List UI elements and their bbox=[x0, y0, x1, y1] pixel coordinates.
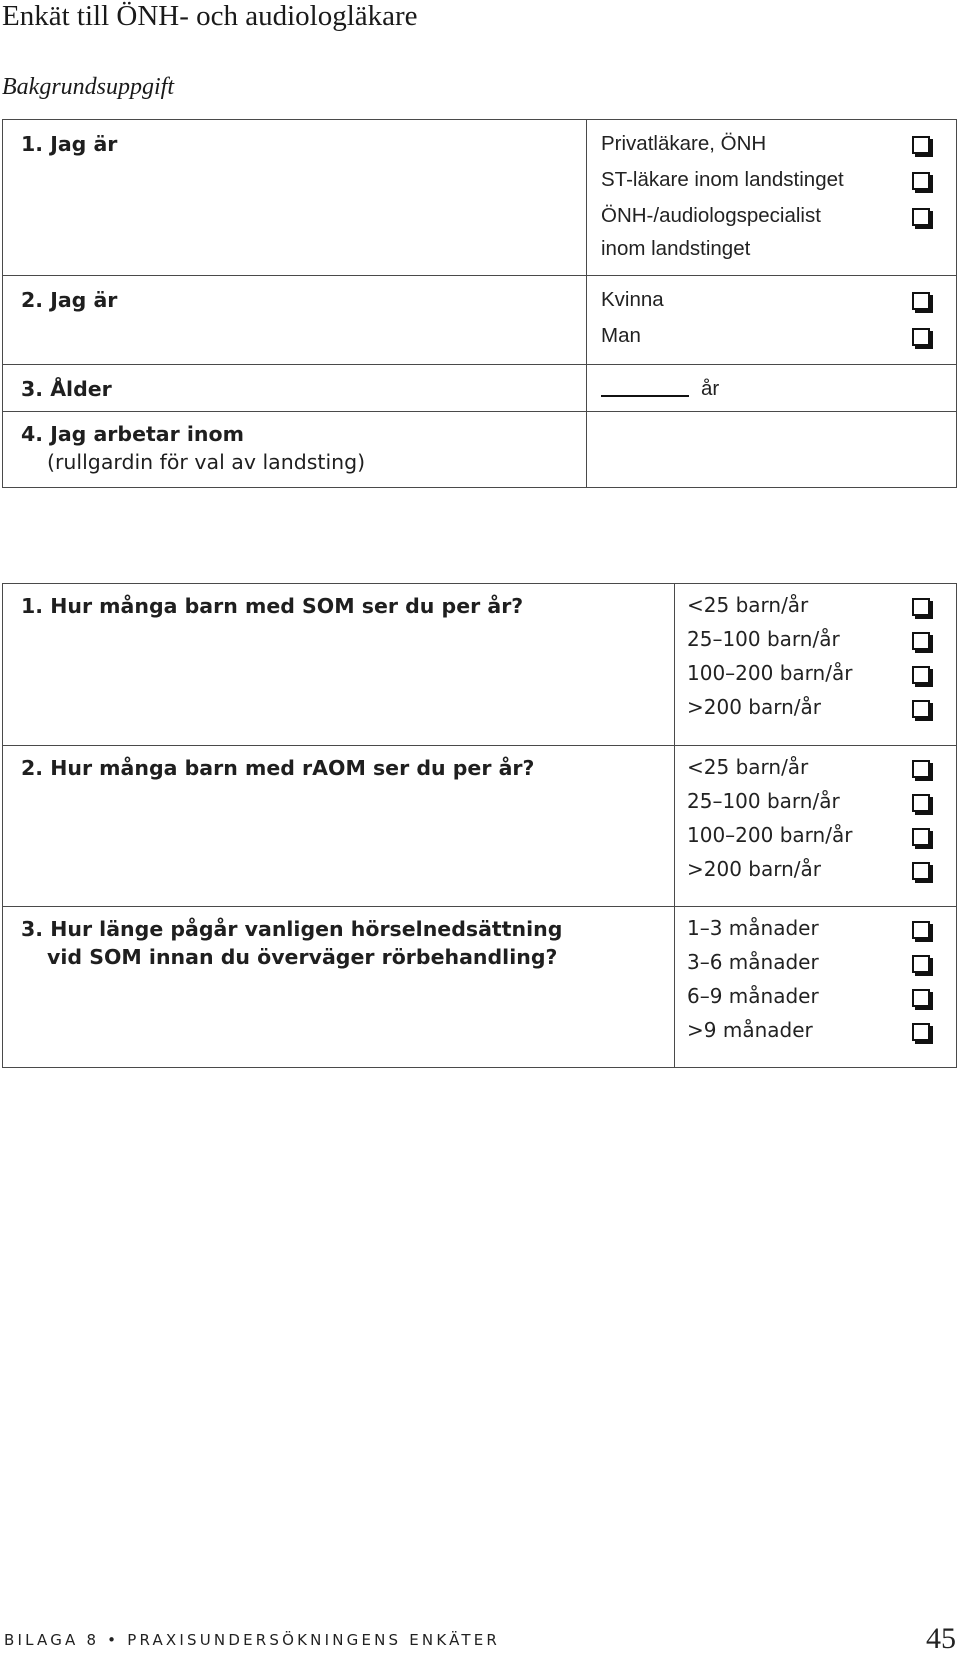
option-label: 25–100 barn/år bbox=[687, 627, 840, 651]
question-label-line1: 4. Jag arbetar inom bbox=[21, 422, 244, 446]
option-row[interactable] bbox=[601, 318, 930, 354]
option-row[interactable] bbox=[687, 852, 930, 886]
question-label: 1. Jag är bbox=[21, 132, 118, 156]
option-row[interactable] bbox=[601, 162, 930, 198]
checkbox[interactable] bbox=[912, 955, 930, 973]
option-label: >200 barn/år bbox=[687, 695, 822, 719]
question-label: 2. Jag är bbox=[21, 288, 118, 312]
option-row[interactable] bbox=[601, 126, 930, 162]
age-input-line[interactable] bbox=[601, 371, 689, 397]
option-label: <25 barn/år bbox=[687, 593, 809, 617]
age-unit: år bbox=[701, 377, 720, 400]
question-label: 3. Ålder bbox=[21, 377, 112, 401]
checkbox[interactable] bbox=[912, 292, 930, 310]
footer-text: BILAGA 8 • PRAXISUNDERSÖKNINGENS ENKÄTER bbox=[4, 1631, 501, 1649]
option-label: Kvinna bbox=[601, 288, 664, 311]
option-row[interactable] bbox=[687, 690, 930, 724]
background-table bbox=[2, 119, 957, 488]
option-row[interactable] bbox=[687, 750, 930, 784]
checkbox[interactable] bbox=[912, 700, 930, 718]
option-label: >9 månader bbox=[687, 1018, 813, 1042]
checkbox[interactable] bbox=[912, 632, 930, 650]
option-label: 100–200 barn/år bbox=[687, 661, 853, 685]
checkbox[interactable] bbox=[912, 208, 930, 226]
option-continuation bbox=[601, 234, 930, 264]
option-label: >200 barn/år bbox=[687, 857, 822, 881]
option-label: 6–9 månader bbox=[687, 984, 819, 1008]
checkbox[interactable] bbox=[912, 666, 930, 684]
option-row[interactable] bbox=[687, 979, 930, 1013]
option-row[interactable] bbox=[687, 911, 930, 945]
checkbox[interactable] bbox=[912, 794, 930, 812]
question-label-line1: 3. Hur länge pågår vanligen hörselnedsättning bbox=[21, 917, 563, 941]
option-row[interactable] bbox=[601, 282, 930, 318]
questions-table bbox=[2, 583, 957, 1068]
table-row bbox=[3, 584, 957, 746]
checkbox[interactable] bbox=[912, 328, 930, 346]
checkbox[interactable] bbox=[912, 760, 930, 778]
section-title: Bakgrundsuppgift bbox=[2, 74, 174, 100]
table-row bbox=[3, 746, 957, 907]
checkbox[interactable] bbox=[912, 828, 930, 846]
checkbox[interactable] bbox=[912, 862, 930, 880]
table-row bbox=[3, 365, 957, 412]
question-label-line2: (rullgardin för val av landsting) bbox=[47, 450, 366, 474]
checkbox[interactable] bbox=[912, 136, 930, 154]
option-row[interactable] bbox=[687, 588, 930, 622]
checkbox[interactable] bbox=[912, 598, 930, 616]
option-row[interactable] bbox=[687, 622, 930, 656]
option-row[interactable] bbox=[687, 945, 930, 979]
option-row[interactable] bbox=[687, 818, 930, 852]
age-field[interactable] bbox=[601, 371, 930, 407]
option-label: 100–200 barn/år bbox=[687, 823, 853, 847]
question-label-line2: vid SOM innan du överväger rörbehandling? bbox=[47, 945, 558, 969]
option-row[interactable] bbox=[601, 198, 930, 234]
checkbox[interactable] bbox=[912, 921, 930, 939]
table-row bbox=[3, 276, 957, 365]
question-label: 1. Hur många barn med SOM ser du per år? bbox=[21, 594, 524, 618]
checkbox[interactable] bbox=[912, 172, 930, 190]
option-row[interactable] bbox=[687, 1013, 930, 1047]
option-label: 3–6 månader bbox=[687, 950, 819, 974]
option-label: 25–100 barn/år bbox=[687, 789, 840, 813]
question-label bbox=[21, 420, 586, 476]
table-row bbox=[3, 120, 957, 276]
question-label bbox=[21, 915, 674, 971]
table-row bbox=[3, 412, 957, 488]
document-title: Enkät till ÖNH- och audiologläkare bbox=[2, 0, 418, 32]
page-footer bbox=[0, 1622, 960, 1655]
page-number: 45 bbox=[926, 1622, 956, 1655]
option-label: ÖNH-/audiologspecialist bbox=[601, 204, 821, 227]
option-label: Privatläkare, ÖNH bbox=[601, 132, 767, 155]
option-label: ST-läkare inom landstinget bbox=[601, 168, 844, 191]
option-label: inom landstinget bbox=[601, 237, 751, 260]
question-label: 2. Hur många barn med rAOM ser du per år? bbox=[21, 756, 535, 780]
option-label: <25 barn/år bbox=[687, 755, 809, 779]
table-row bbox=[3, 907, 957, 1068]
county-dropdown[interactable] bbox=[587, 412, 957, 488]
option-label: Man bbox=[601, 324, 641, 347]
checkbox[interactable] bbox=[912, 1023, 930, 1041]
option-row[interactable] bbox=[687, 656, 930, 690]
option-label: 1–3 månader bbox=[687, 916, 819, 940]
option-row[interactable] bbox=[687, 784, 930, 818]
checkbox[interactable] bbox=[912, 989, 930, 1007]
